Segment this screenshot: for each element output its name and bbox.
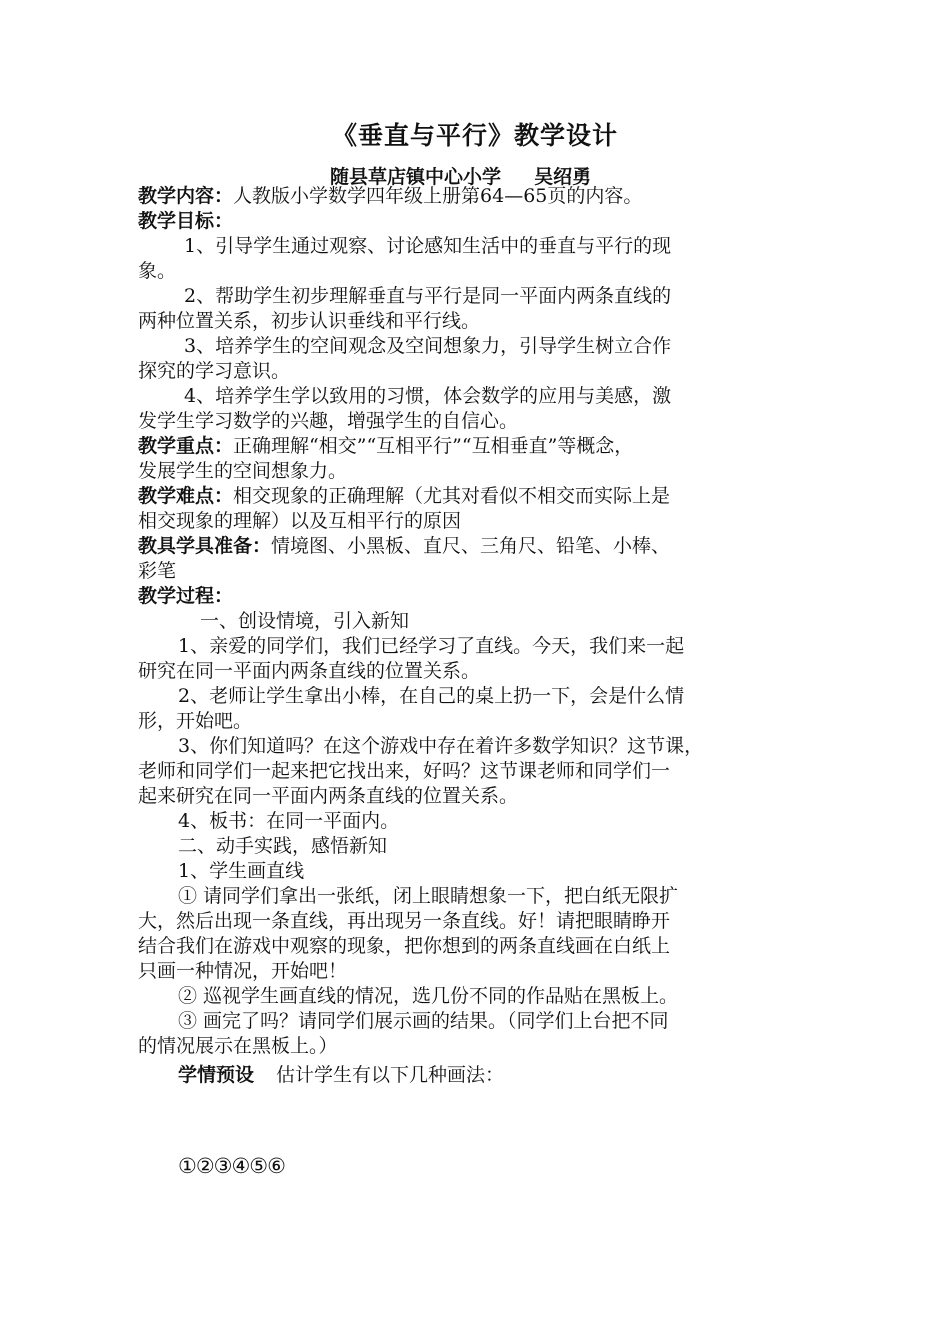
preset-label: 学情预设: [178, 1064, 255, 1086]
tools-label: 教具学具准备：: [138, 535, 272, 557]
content-label: 教学内容：: [138, 185, 234, 207]
author-line: 随县草店镇中心小学 吴绍勇: [330, 166, 592, 188]
tools-line-1: [138, 534, 828, 559]
tools-line-2: 彩笔: [138, 560, 177, 582]
item-1-line-1: ① 请同学们拿出一张纸，闭上眼睛想象一下，把白纸无限扩: [178, 885, 679, 907]
step-4-line: 4、板书：在同一平面内。: [178, 810, 400, 832]
goal-1-line-1: 1、引导学生通过观察、讨论感知生活中的垂直与平行的现: [184, 235, 672, 257]
step-2-line-2: 形，开始吧。: [138, 710, 253, 732]
difficulty-label: 教学难点：: [138, 485, 234, 507]
section-1-heading: 一、创设情境，引入新知: [200, 610, 410, 632]
content-text: 人教版小学数学四年级上册第64—65页的内容。: [233, 185, 643, 207]
difficulty-line-2: 相交现象的理解）以及互相平行的原因: [138, 510, 462, 532]
process-heading: [138, 584, 828, 609]
step-3-line-2: 老师和同学们一起来把它找出来，好吗？这节课老师和同学们一: [138, 760, 671, 782]
section-2-heading: 二、动手实践，感悟新知: [178, 835, 388, 857]
preset-line: [138, 1063, 828, 1088]
step-3-line-1: 3、你们知道吗？在这个游戏中存在着许多数学知识？这节课，: [178, 735, 704, 757]
item-3-line-1: ③ 画完了吗？请同学们展示画的结果。（同学们上台把不同: [178, 1010, 669, 1032]
key-text: 正确理解“相交”“互相平行”“互相垂直”等概念，: [233, 435, 634, 457]
preset-text: 估计学生有以下几种画法：: [276, 1064, 505, 1086]
item-3-line-2: 的情况展示在黑板上。）: [138, 1035, 338, 1057]
item-2-line: ② 巡视学生画直线的情况，选几份不同的作品贴在黑板上。: [178, 985, 679, 1007]
document-title: 《垂直与平行》教学设计: [331, 121, 618, 150]
step-1-line-2: 研究在同一平面内两条直线的位置关系。: [138, 660, 481, 682]
goal-2-line-2: 两种位置关系，初步认识垂线和平行线。: [138, 310, 481, 332]
key-label: 教学重点：: [138, 435, 234, 457]
goal-3-line-2: 探究的学习意识。: [138, 360, 291, 382]
item-1-line-4: 只画一种情况，开始吧！: [138, 960, 348, 982]
step-3-line-3: 起来研究在同一平面内两条直线的位置关系。: [138, 785, 519, 807]
difficulty-text: 相交现象的正确理解（尤其对看似不相交而实际上是: [233, 485, 671, 507]
process-label: 教学过程：: [138, 585, 234, 607]
goal-2-line-1: 2、帮助学生初步理解垂直与平行是同一平面内两条直线的: [184, 285, 672, 307]
step-1-line-1: 1、亲爱的同学们，我们已经学习了直线。今天，我们来一起: [178, 635, 685, 657]
goals-label: 教学目标：: [138, 210, 234, 232]
goal-4-line-2: 发学生学习数学的兴趣，增强学生的自信心。: [138, 410, 519, 432]
step-2-line-1: 2、老师让学生拿出小棒，在自己的桌上扔一下，会是什么情: [178, 685, 685, 707]
goals-heading: [138, 209, 828, 234]
key-line-1: [138, 434, 828, 459]
goal-3-line-1: 3、培养学生的空间观念及空间想象力，引导学生树立合作: [184, 335, 672, 357]
drawing-options-numbers: ①②③④⑤⑥: [178, 1154, 285, 1178]
key-line-2: 发展学生的空间想象力。: [138, 460, 348, 482]
item-1-line-3: 结合我们在游戏中观察的现象，把你想到的两条直线画在白纸上: [138, 935, 671, 957]
document-body: [138, 184, 828, 1088]
subsection-1-heading: 1、学生画直线: [178, 860, 305, 882]
difficulty-line-1: [138, 484, 828, 509]
goal-1-line-2: 象。: [138, 260, 177, 282]
tools-text: 情境图、小黑板、直尺、三角尺、铅笔、小棒、: [271, 535, 671, 557]
goal-4-line-1: 4、培养学生学以致用的习惯，体会数学的应用与美感，激: [184, 385, 672, 407]
content-line: [138, 184, 828, 209]
item-1-line-2: 大，然后出现一条直线，再出现另一条直线。好！请把眼睛睁开: [138, 910, 671, 932]
